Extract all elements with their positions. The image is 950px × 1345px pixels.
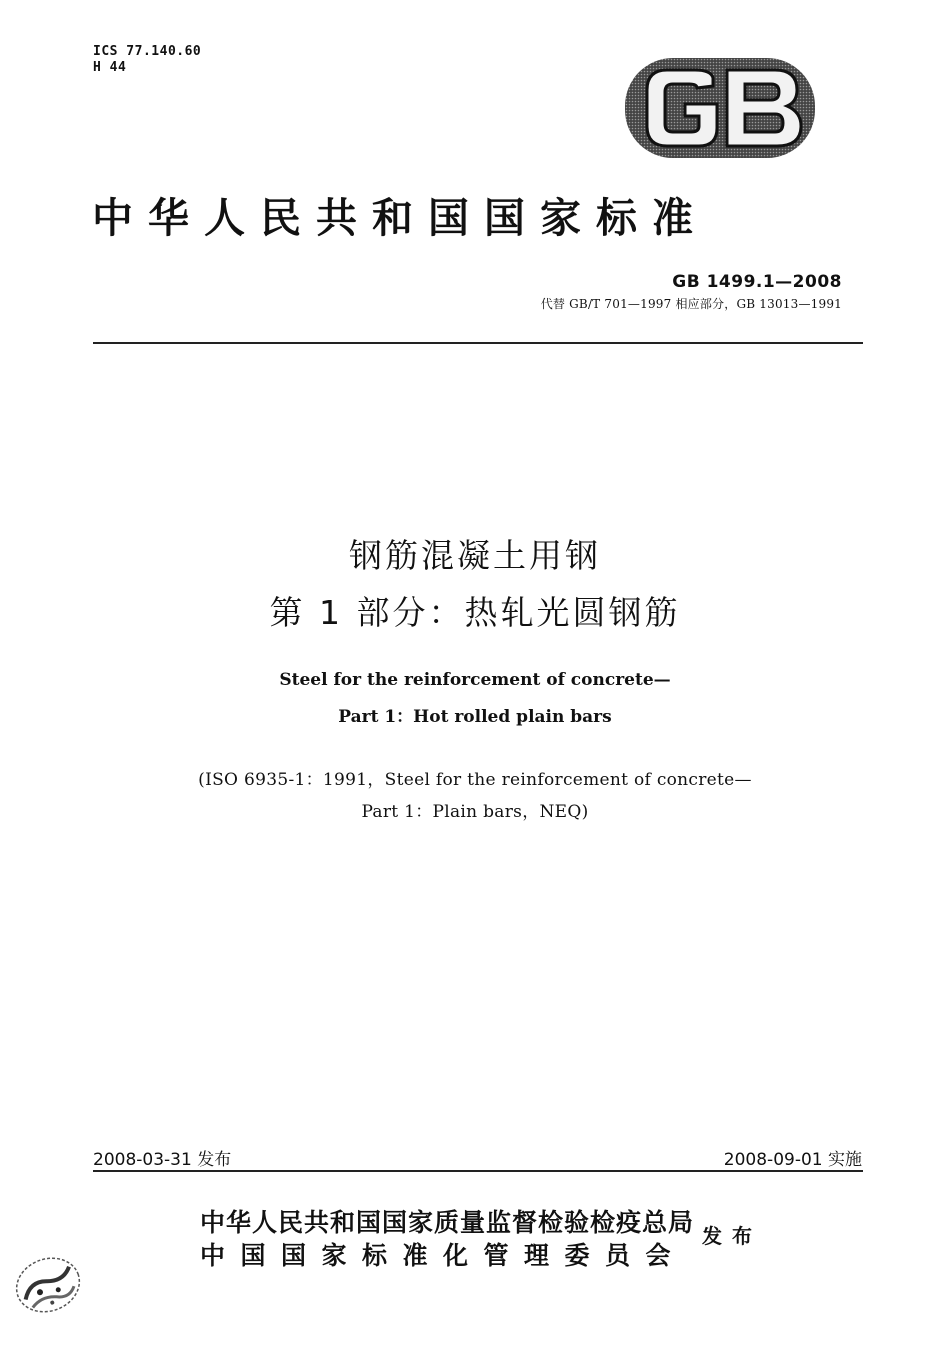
iso-reference-line1: (ISO 6935-1：1991，Steel for the reinforcement of concrete— — [198, 770, 752, 790]
issue-action: 发布 — [702, 1224, 762, 1248]
standard-number: GB 1499.1—2008 — [672, 272, 842, 292]
title-cn-line2: 第 1 部分：热轧光圆钢筋 — [269, 593, 681, 632]
watermark-stamp-icon — [8, 1245, 88, 1325]
title-cn-line1: 钢筋混凝土用钢 — [349, 536, 601, 575]
class-code: H 44 — [93, 60, 127, 75]
iso-reference-line2: Part 1：Plain bars，NEQ) — [361, 802, 589, 822]
ics-code: ICS 77.140.60 — [93, 44, 202, 59]
gb-logo-text: GB — [625, 58, 627, 59]
classification-codes — [93, 44, 201, 76]
publish-date: 2008-03-31 发布 — [93, 1150, 232, 1170]
title-en-line2: Part 1：Hot rolled plain bars — [338, 707, 612, 727]
effective-date: 2008-09-01 实施 — [723, 1150, 862, 1170]
title-en-line1: Steel for the reinforcement of concrete— — [279, 670, 671, 690]
issuer-line1: 中华人民共和国国家质量监督检验检疫总局 — [200, 1208, 695, 1237]
national-standard-title: 中华人民共和国国家标准 — [92, 194, 708, 242]
standard-number-block — [541, 272, 842, 312]
replaces-standards: 代替 GB/T 701—1997 相应部分，GB 13013—1991 — [540, 297, 842, 311]
header-divider — [93, 342, 863, 344]
stamp-text: 标准分享网 — [8, 1245, 13, 1246]
gb-logo — [625, 58, 815, 158]
issuer-line2: 中国国家标准化管理委员会 — [200, 1241, 687, 1270]
footer-divider — [93, 1170, 863, 1172]
